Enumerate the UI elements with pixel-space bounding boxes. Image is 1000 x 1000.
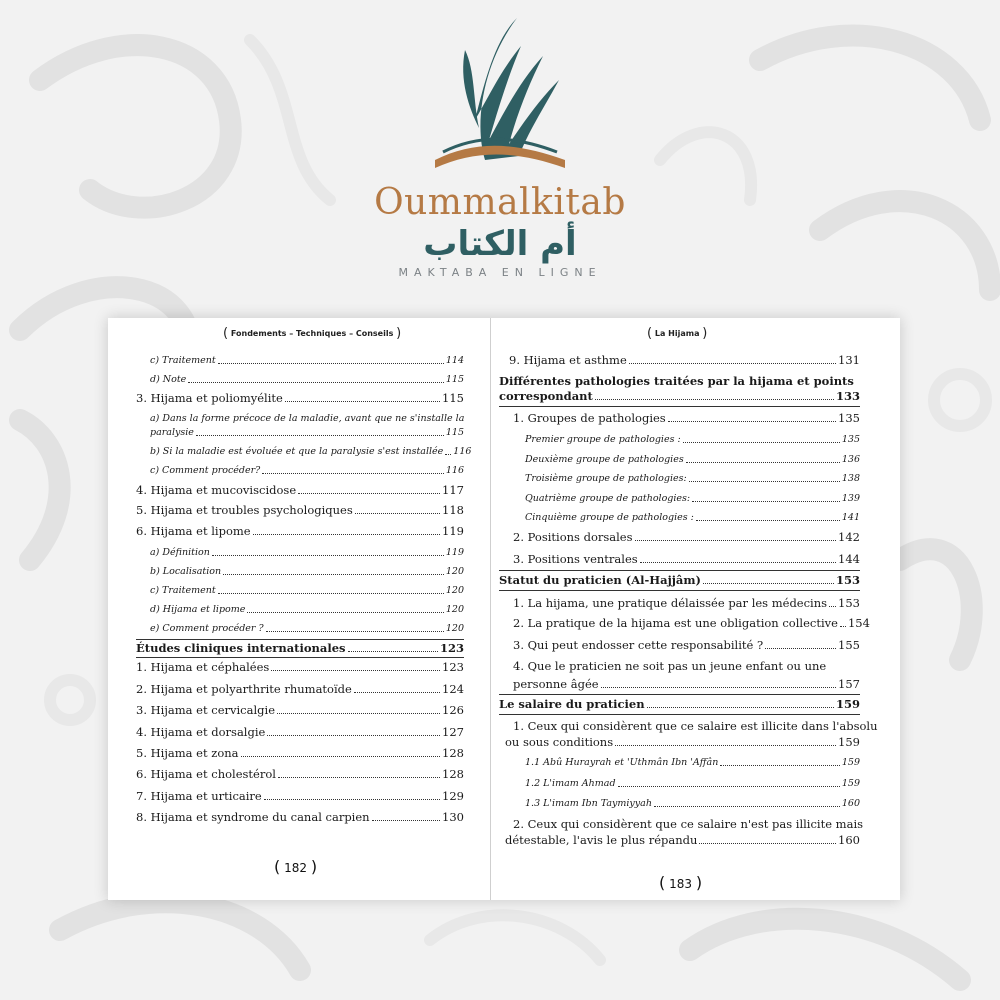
- toc-entry[interactable]: 7. Hijama et urticaire 129: [136, 789, 464, 803]
- toc-entry[interactable]: 3. Hijama et poliomyélite 115: [136, 391, 464, 405]
- brand-logo: [370, 10, 630, 280]
- toc-entry[interactable]: 8. Hijama et syndrome du canal carpien 130: [136, 810, 464, 824]
- right-page: [490, 318, 900, 900]
- toc-entry[interactable]: c) Traitement 114: [150, 355, 464, 366]
- section-rule: [499, 590, 860, 591]
- toc-entry[interactable]: personne âgée 157: [513, 677, 860, 691]
- toc-entry-line1: 2. Ceux qui considèrent que ce salaire n'est pas illicite mais: [513, 817, 864, 831]
- toc-entry[interactable]: 3. Hijama et cervicalgie 126: [136, 703, 464, 717]
- toc-entry[interactable]: 5. Hijama et troubles psychologiques 118: [136, 503, 464, 517]
- toc-entry-line1: a) Dans la forme précoce de la maladie, avant que ne s'installe la: [150, 413, 465, 424]
- toc-entry[interactable]: b) Localisation 120: [150, 566, 464, 577]
- toc-entry[interactable]: Premier groupe de pathologies : 135: [525, 434, 860, 445]
- toc-entry[interactable]: d) Note 115: [150, 374, 464, 385]
- toc-entry-line1: 1. Ceux qui considèrent que ce salaire est illicite dans l'absolu: [513, 719, 878, 733]
- toc-entry[interactable]: c) Comment procéder? 116: [150, 465, 464, 476]
- toc-entry[interactable]: 1. La hijama, une pratique délaissée par les médecins 153: [513, 596, 860, 610]
- toc-entry[interactable]: Cinquième groupe de pathologies : 141: [525, 512, 860, 523]
- toc-entry[interactable]: 2. Positions dorsales 142: [513, 530, 860, 544]
- brand-name-latin: Oummalkitab: [374, 182, 626, 223]
- toc-section-heading[interactable]: correspondant 133: [499, 389, 860, 403]
- toc-entry[interactable]: 1.1 Abû Hurayrah et 'Uthmân Ibn 'Affân 159: [525, 757, 860, 768]
- toc-entry[interactable]: c) Traitement 120: [150, 585, 464, 596]
- toc-entry[interactable]: 1. Groupes de pathologies 135: [513, 411, 860, 425]
- brand-tagline: MAKTABA EN LIGNE: [398, 266, 602, 279]
- toc-entry[interactable]: 6. Hijama et cholestérol 128: [136, 767, 464, 781]
- quill-book-icon: [425, 10, 575, 180]
- toc-section-heading[interactable]: Le salaire du praticien 159: [499, 697, 860, 711]
- toc-entry[interactable]: 3. Qui peut endosser cette responsabilité ? 155: [513, 638, 860, 652]
- toc-entry-line1: 4. Que le praticien ne soit pas un jeune enfant ou une: [513, 659, 827, 673]
- toc-entry[interactable]: b) Si la maladie est évoluée et que la paralysie s'est installée 116: [150, 446, 472, 457]
- toc-entry[interactable]: 1. Hijama et céphalées 123: [136, 660, 464, 674]
- left-page: [108, 318, 490, 900]
- toc-entry[interactable]: 2. La pratique de la hijama est une obligation collective 154: [513, 616, 870, 630]
- toc-entry[interactable]: 1.2 L'imam Ahmad 159: [525, 778, 860, 789]
- toc-entry[interactable]: 3. Positions ventrales 144: [513, 552, 860, 566]
- toc-entry[interactable]: détestable, l'avis le plus répandu 160: [505, 833, 860, 847]
- running-head-right: ( La Hijama ): [647, 326, 708, 341]
- toc-entry[interactable]: Troisième groupe de pathologies: 138: [525, 473, 860, 484]
- toc-entry[interactable]: 2. Hijama et polyarthrite rhumatoïde 124: [136, 682, 464, 696]
- toc-entry[interactable]: paralysie 115: [150, 427, 464, 438]
- toc-entry[interactable]: 9. Hijama et asthme 131: [509, 353, 860, 367]
- page-number-right: ( 183 ): [659, 873, 703, 892]
- section-rule: [136, 639, 464, 640]
- toc-entry[interactable]: 4. Hijama et dorsalgie 127: [136, 725, 464, 739]
- running-head-left: ( Fondements – Techniques – Conseils ): [223, 326, 402, 341]
- toc-section-heading[interactable]: Statut du praticien (Al-Hajjâm) 153: [499, 573, 860, 587]
- section-rule: [499, 714, 860, 715]
- brand-name-arabic: أم الكتاب: [423, 224, 577, 264]
- section-rule: [499, 694, 860, 695]
- page-number-left: ( 182 ): [274, 857, 318, 876]
- toc-entry[interactable]: 6. Hijama et lipome 119: [136, 524, 464, 538]
- toc-entry[interactable]: 1.3 L'imam Ibn Taymiyyah 160: [525, 798, 860, 809]
- section-rule: [499, 406, 860, 407]
- toc-entry[interactable]: Deuxième groupe de pathologies 136: [525, 454, 860, 465]
- toc-entry[interactable]: a) Définition 119: [150, 547, 464, 558]
- toc-section-heading[interactable]: Études cliniques internationales 123: [136, 641, 464, 655]
- section-rule: [136, 657, 464, 658]
- toc-entry[interactable]: e) Comment procéder ? 120: [150, 623, 464, 634]
- toc-entry[interactable]: 4. Hijama et mucoviscidose 117: [136, 483, 464, 497]
- section-rule: [499, 570, 860, 571]
- toc-entry[interactable]: d) Hijama et lipome 120: [150, 604, 464, 615]
- toc-entry[interactable]: 5. Hijama et zona 128: [136, 746, 464, 760]
- toc-entry[interactable]: ou sous conditions 159: [505, 735, 860, 749]
- toc-section-line1: Différentes pathologies traitées par la hijama et points: [499, 374, 854, 388]
- open-book: [108, 318, 900, 900]
- toc-entry[interactable]: Quatrième groupe de pathologies: 139: [525, 493, 860, 504]
